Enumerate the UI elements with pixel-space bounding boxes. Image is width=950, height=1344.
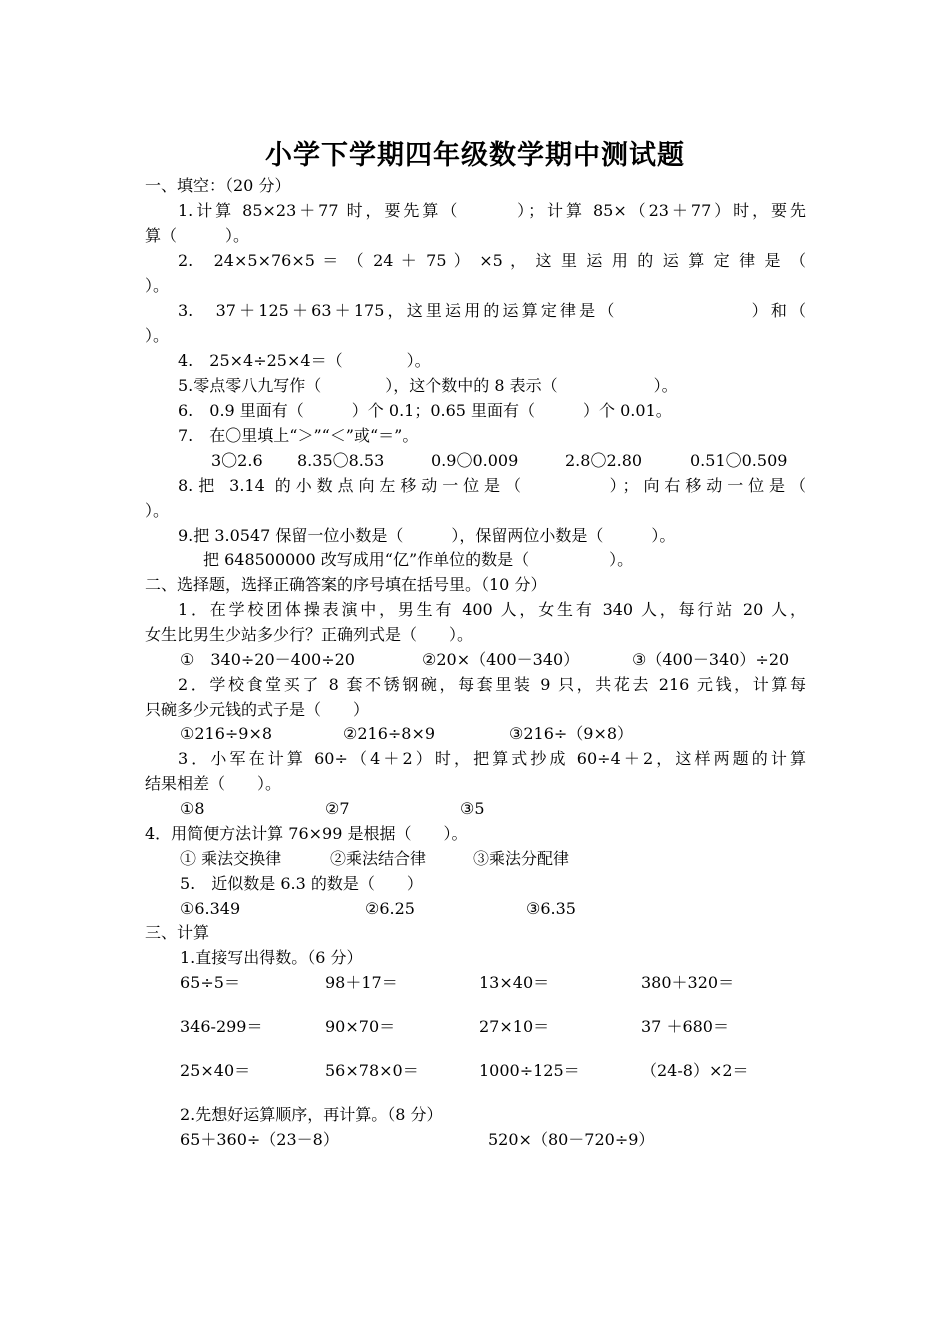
question-text: 2. 24×5×76×5 ＝ （ 24 ＋ 75 ） ×5 ， 这 里 运 用 的 运 算 定 律 是 （	[178, 251, 806, 270]
compare-item: 3〇2.6	[211, 451, 263, 470]
calc-item: 65÷5＝	[180, 973, 240, 992]
answer-option: ②乘法结合律	[330, 849, 427, 868]
answer-option: ① 乘法交换律	[180, 849, 282, 868]
calc-item: 1000÷125＝	[479, 1061, 580, 1080]
question-text: 9.把 3.0547 保留一位小数是（ ），保留两位小数是（ ）。	[178, 526, 676, 545]
question-text: 结果相差（ ）。	[145, 774, 282, 793]
answer-option: ③5	[460, 799, 485, 818]
answer-option: ①8	[180, 799, 205, 818]
question-text: ）。	[145, 276, 170, 295]
section-heading-fill-blank: 一、填空：（20 分）	[145, 176, 291, 195]
calc-item: 65＋360÷（23－8）	[180, 1130, 339, 1149]
answer-option: ②20×（400－340）	[422, 650, 580, 669]
answer-option: ③（400－340）÷20	[632, 650, 790, 669]
question-text: 5.零点零八九写作（ ），这个数中的 8 表示（ ）。	[178, 376, 678, 395]
answer-option: ① 340÷20－400÷20	[180, 650, 355, 669]
question-text: 4．用简便方法计算 76×99 是根据（ ）。	[145, 824, 468, 843]
question-text: ）。	[145, 501, 170, 520]
compare-item: 0.51〇0.509	[690, 451, 788, 470]
answer-option: ②6.25	[365, 899, 415, 918]
answer-option: ②216÷8×9	[343, 724, 436, 743]
question-text: 1．在学校团体操表演中，男生有 400 人，女生有 340 人，每行站 20 人，	[178, 600, 806, 619]
question-text: 女生比男生少站多少行？正确列式是（ ）。	[145, 625, 474, 644]
question-text: 只碗多少元钱的式子是（ ）	[145, 700, 370, 719]
section-heading-choice: 二、选择题，选择正确答案的序号填在括号里。（10 分）	[145, 575, 547, 594]
calc-item: 56×78×0＝	[325, 1061, 419, 1080]
question-text: 1.计算 85×23＋77 时，要先算（ ）；计算 85×（23＋77）时，要先	[178, 201, 806, 220]
answer-option: ①6.349	[180, 899, 241, 918]
calc-item: （24-8）×2＝	[641, 1061, 749, 1080]
answer-option: ③216÷（9×8）	[509, 724, 634, 743]
question-text: 5. 近似数是 6.3 的数是（ ）	[180, 874, 423, 893]
calc-item: 25×40＝	[180, 1061, 251, 1080]
compare-item: 8.35〇8.53	[297, 451, 385, 470]
question-text: 2．学校食堂买了 8 套不锈钢碗，每套里装 9 只，共花去 216 元钱，计算每	[178, 675, 806, 694]
question-text: 6. 0.9 里面有（ ）个 0.1；0.65 里面有（ ）个 0.01。	[178, 401, 672, 420]
question-text: 7. 在〇里填上“＞”“＜”或“＝”。	[178, 426, 419, 445]
calc-item: 90×70＝	[325, 1017, 396, 1036]
answer-option: ③乘法分配律	[473, 849, 570, 868]
question-text: 3．小军在计算 60÷（4＋2）时，把算式抄成 60÷4＋2，这样两题的计算	[178, 749, 806, 768]
calc-item: 346-299＝	[180, 1017, 263, 1036]
question-text: 3. 37＋125＋63＋175，这里运用的运算定律是（ ）和（	[178, 301, 806, 320]
calc-item: 37 ＋680＝	[641, 1017, 729, 1036]
question-text: 算（ ）。	[145, 226, 250, 245]
compare-item: 0.9〇0.009	[431, 451, 519, 470]
calc-item: 520×（80－720÷9）	[488, 1130, 655, 1149]
calc-item: 380＋320＝	[641, 973, 735, 992]
compare-item: 2.8〇2.80	[565, 451, 643, 470]
question-text: 把 648500000 改写成用“亿”作单位的数是（ ）。	[203, 550, 634, 569]
section-heading-calculation: 三、计算	[145, 923, 210, 942]
subsection-heading: 2.先想好运算顺序，再计算。（8 分）	[180, 1105, 443, 1124]
question-text: ）。	[145, 326, 170, 345]
calc-item: 98＋17＝	[325, 973, 398, 992]
page-title: 小学下学期四年级数学期中测试题	[265, 140, 685, 171]
calc-item: 27×10＝	[479, 1017, 550, 1036]
answer-option: ①216÷9×8	[180, 724, 273, 743]
subsection-heading: 1.直接写出得数。（6 分）	[180, 948, 363, 967]
question-text: 4. 25×4÷25×4＝（ ）。	[178, 351, 431, 370]
calc-item: 13×40＝	[479, 973, 550, 992]
answer-option: ②7	[325, 799, 350, 818]
question-text: 8.把 3.14 的小数点向左移动一位是（ ）；向右移动一位是（	[178, 476, 806, 495]
answer-option: ③6.35	[526, 899, 576, 918]
